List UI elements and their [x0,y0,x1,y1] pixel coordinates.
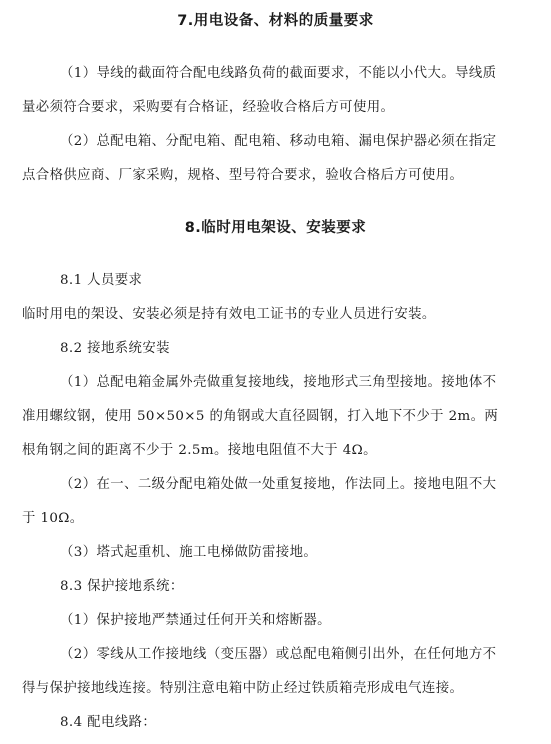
s7-p1-line1: （1）导线的截面符合配电线路负荷的截面要求，不能以小代大。导线质 [60,66,497,81]
s7-p2-line2: 点合格供应商、厂家采购，规格、型号符合要求，验收合格后方可使用。 [22,168,464,183]
s83-p2-line2: 得与保护接地线连接。特别注意电箱中防止经过铁质箱壳形成电气连接。 [22,681,464,696]
s7-p2-line1: （2）总配电箱、分配电箱、配电箱、移动电箱、漏电保护器必须在指定 [60,134,497,149]
s82-heading: 8.2 接地系统安装 [60,341,170,356]
s81-heading: 8.1 人员要求 [60,273,143,288]
s81-text: 临时用电的架设、安装必须是持有效电工证书的专业人员进行安装。 [22,307,436,322]
s82-p1-line3: 根角钢之间的距离不少于 2.5m。接地电阻值不大于 4Ω。 [22,443,377,458]
s83-p2-line1: （2）零线从工作接地线（变压器）或总配电箱侧引出外，在任何地方不 [60,647,497,662]
s83-heading: 8.3 保护接地系统： [60,579,184,594]
s82-p1-line2: 准用螺纹钢，使用 50×50×5 的角钢或大直径圆钢，打入地下不少于 2m。两 [22,409,499,424]
section-7-title: 7.用电设备、材料的质量要求 [177,13,374,29]
s84-heading: 8.4 配电线路： [60,715,157,730]
s82-p3: （3）塔式起重机、施工电梯做防雷接地。 [60,545,318,560]
s7-p1-line2: 量必须符合要求，采购要有合格证，经验收合格后方可使用。 [22,100,395,115]
s82-p2-line1: （2）在一、二级分配电箱处做一处重复接地，作法同上。接地电阻不大 [60,477,497,492]
s83-p1: （1）保护接地严禁通过任何开关和熔断器。 [60,613,331,628]
s82-p1-line1: （1）总配电箱金属外壳做重复接地线，接地形式三角型接地。接地体不 [60,375,497,390]
s82-p2-line2: 于 10Ω。 [22,511,84,526]
section-8-title: 8.临时用电架设、安装要求 [184,220,367,236]
